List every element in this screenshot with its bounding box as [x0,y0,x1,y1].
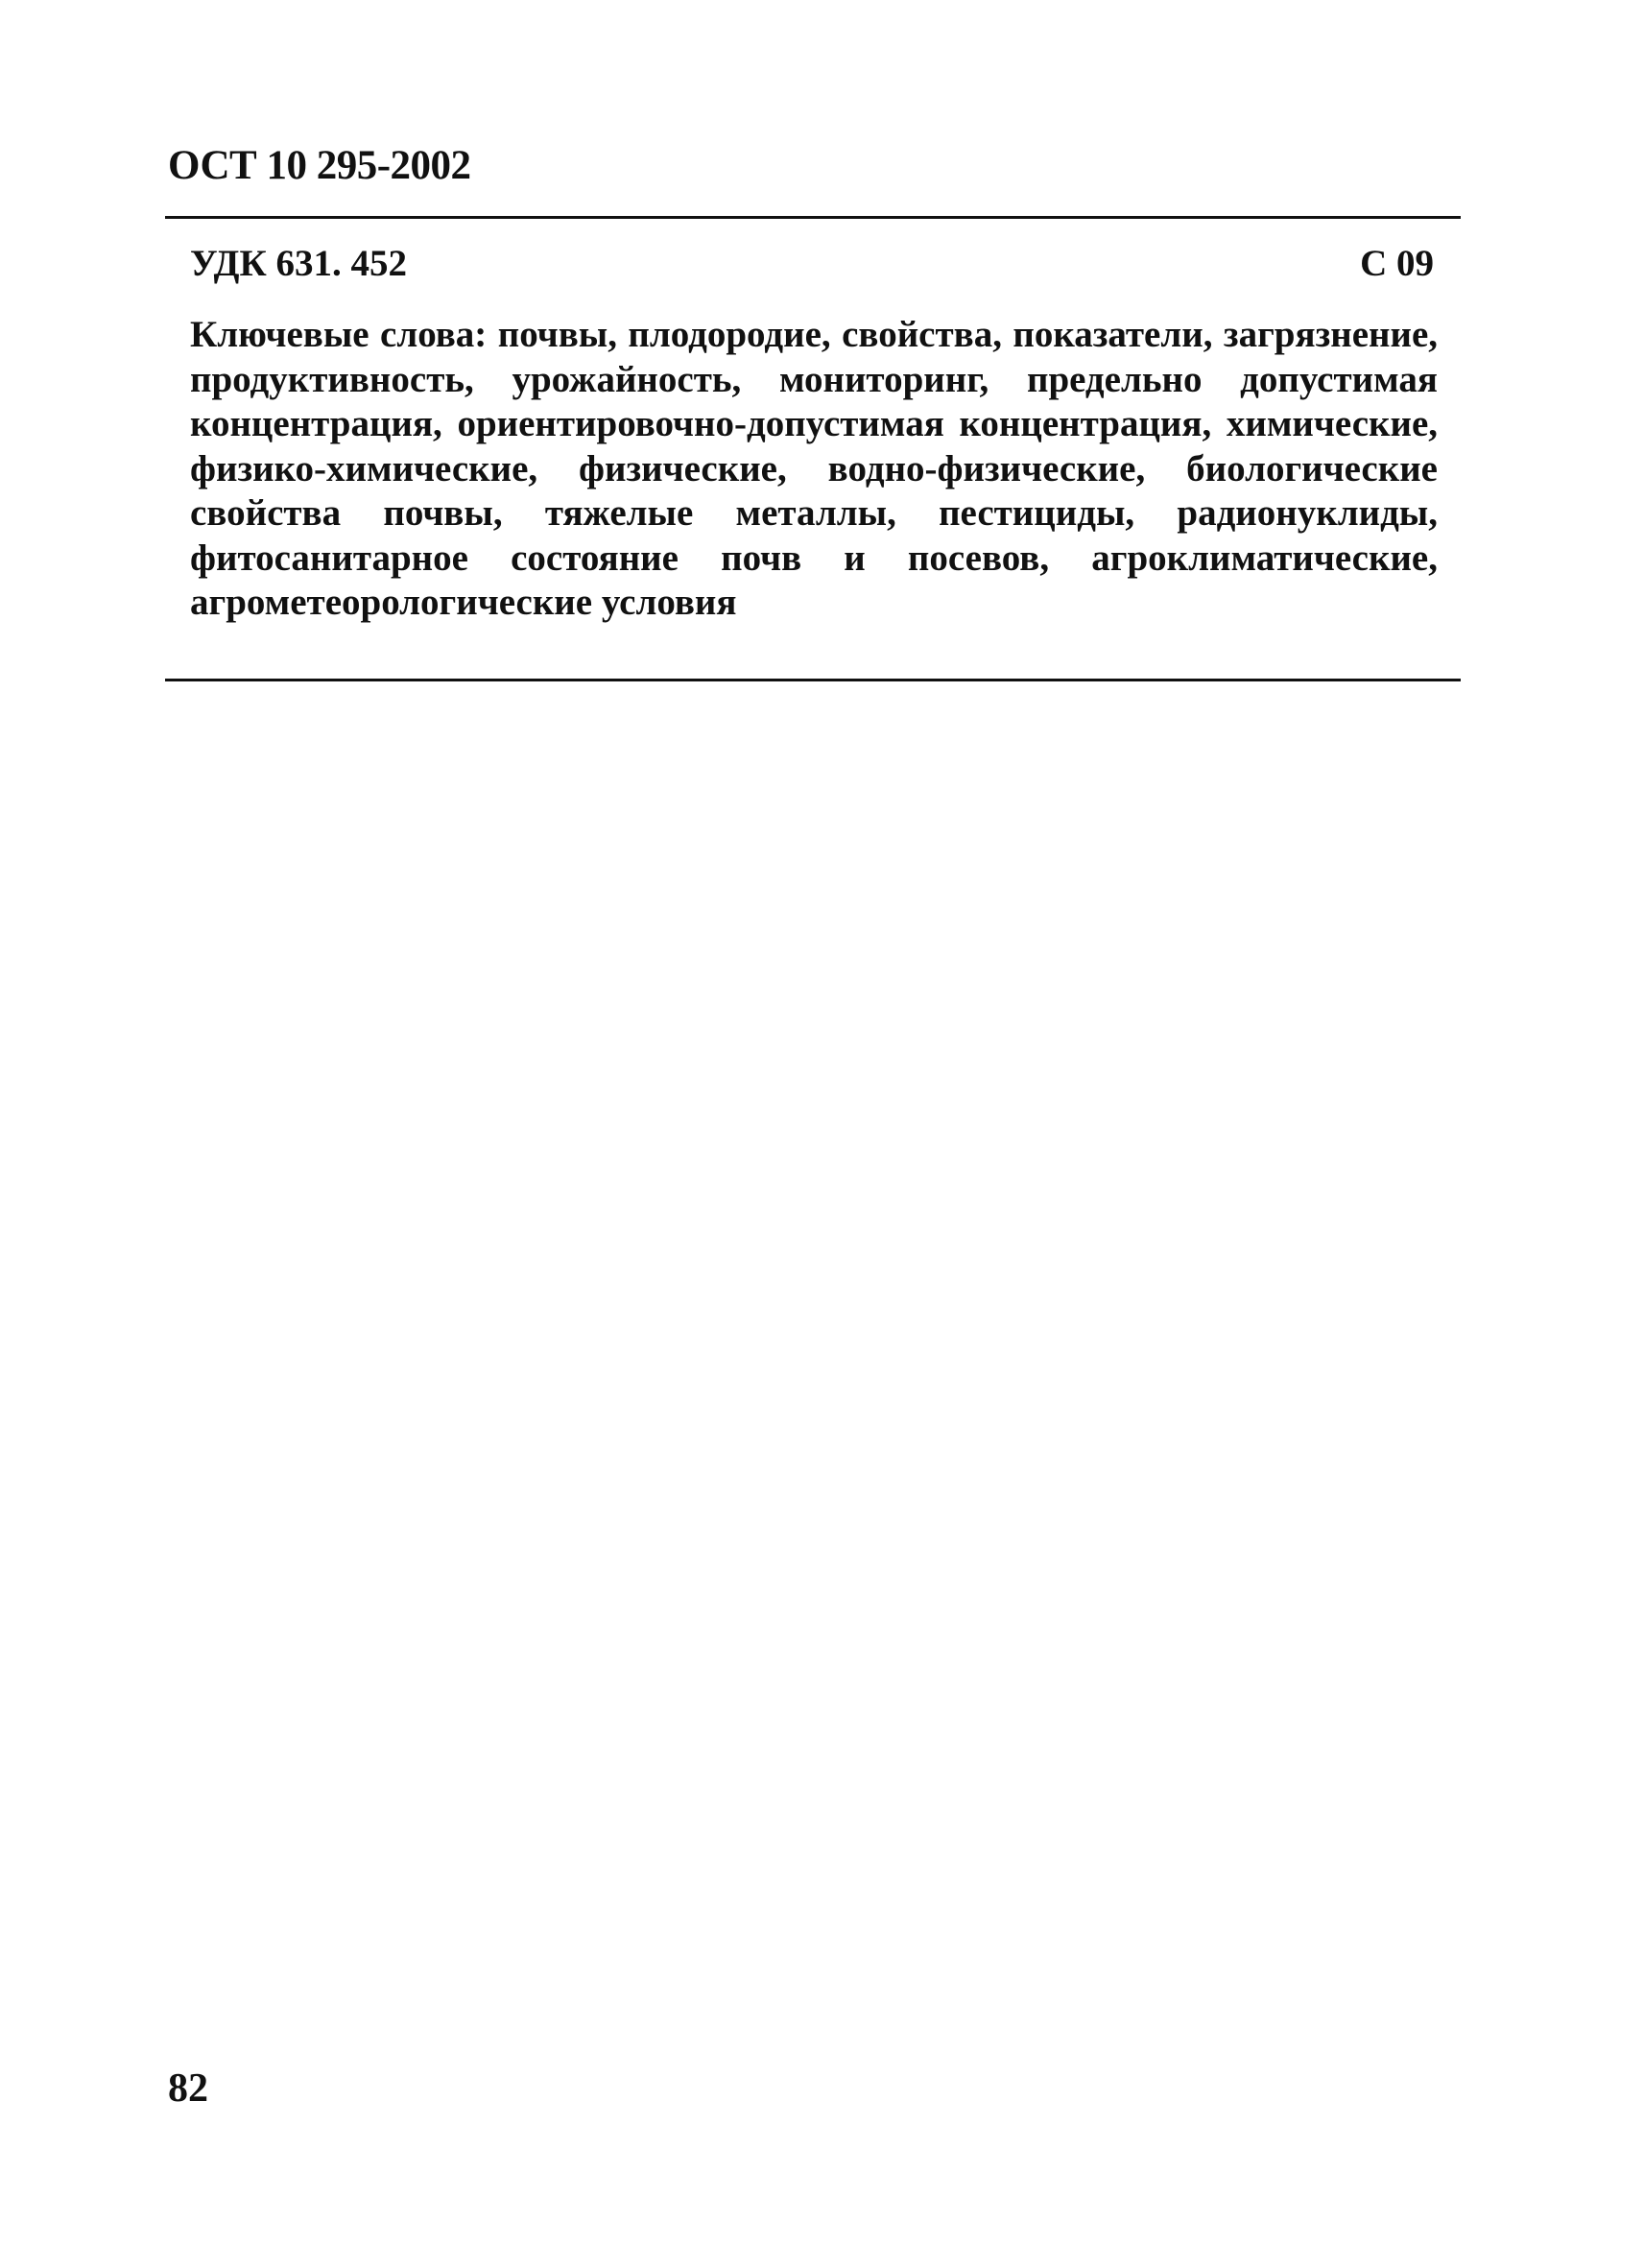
classification-row [190,242,1434,285]
udk-code: УДК 631. 452 [190,243,408,284]
keywords-label: Ключевые слова: [190,314,488,355]
top-divider [165,216,1461,219]
keywords-paragraph [190,313,1438,626]
standard-designation: ОСТ 10 295-2002 [168,143,471,188]
classification-code: С 09 [1360,243,1434,284]
keywords-text: почвы, плодородие, свойства, показатели, загрязнение, продуктивность, урожайность, мониторинг, предельно допустимая концентрация, ориентировочно-допустимая концентрация, химические, физико-химические, физические, водно-физические, биологические свойства почвы, тяжелые металлы, пестициды, радионуклиды, фитосанитарное состояние почв и посевов, агроклиматические, агрометеорологические условия [190,314,1439,623]
page-number: 82 [168,2066,208,2111]
bottom-divider [165,679,1461,681]
